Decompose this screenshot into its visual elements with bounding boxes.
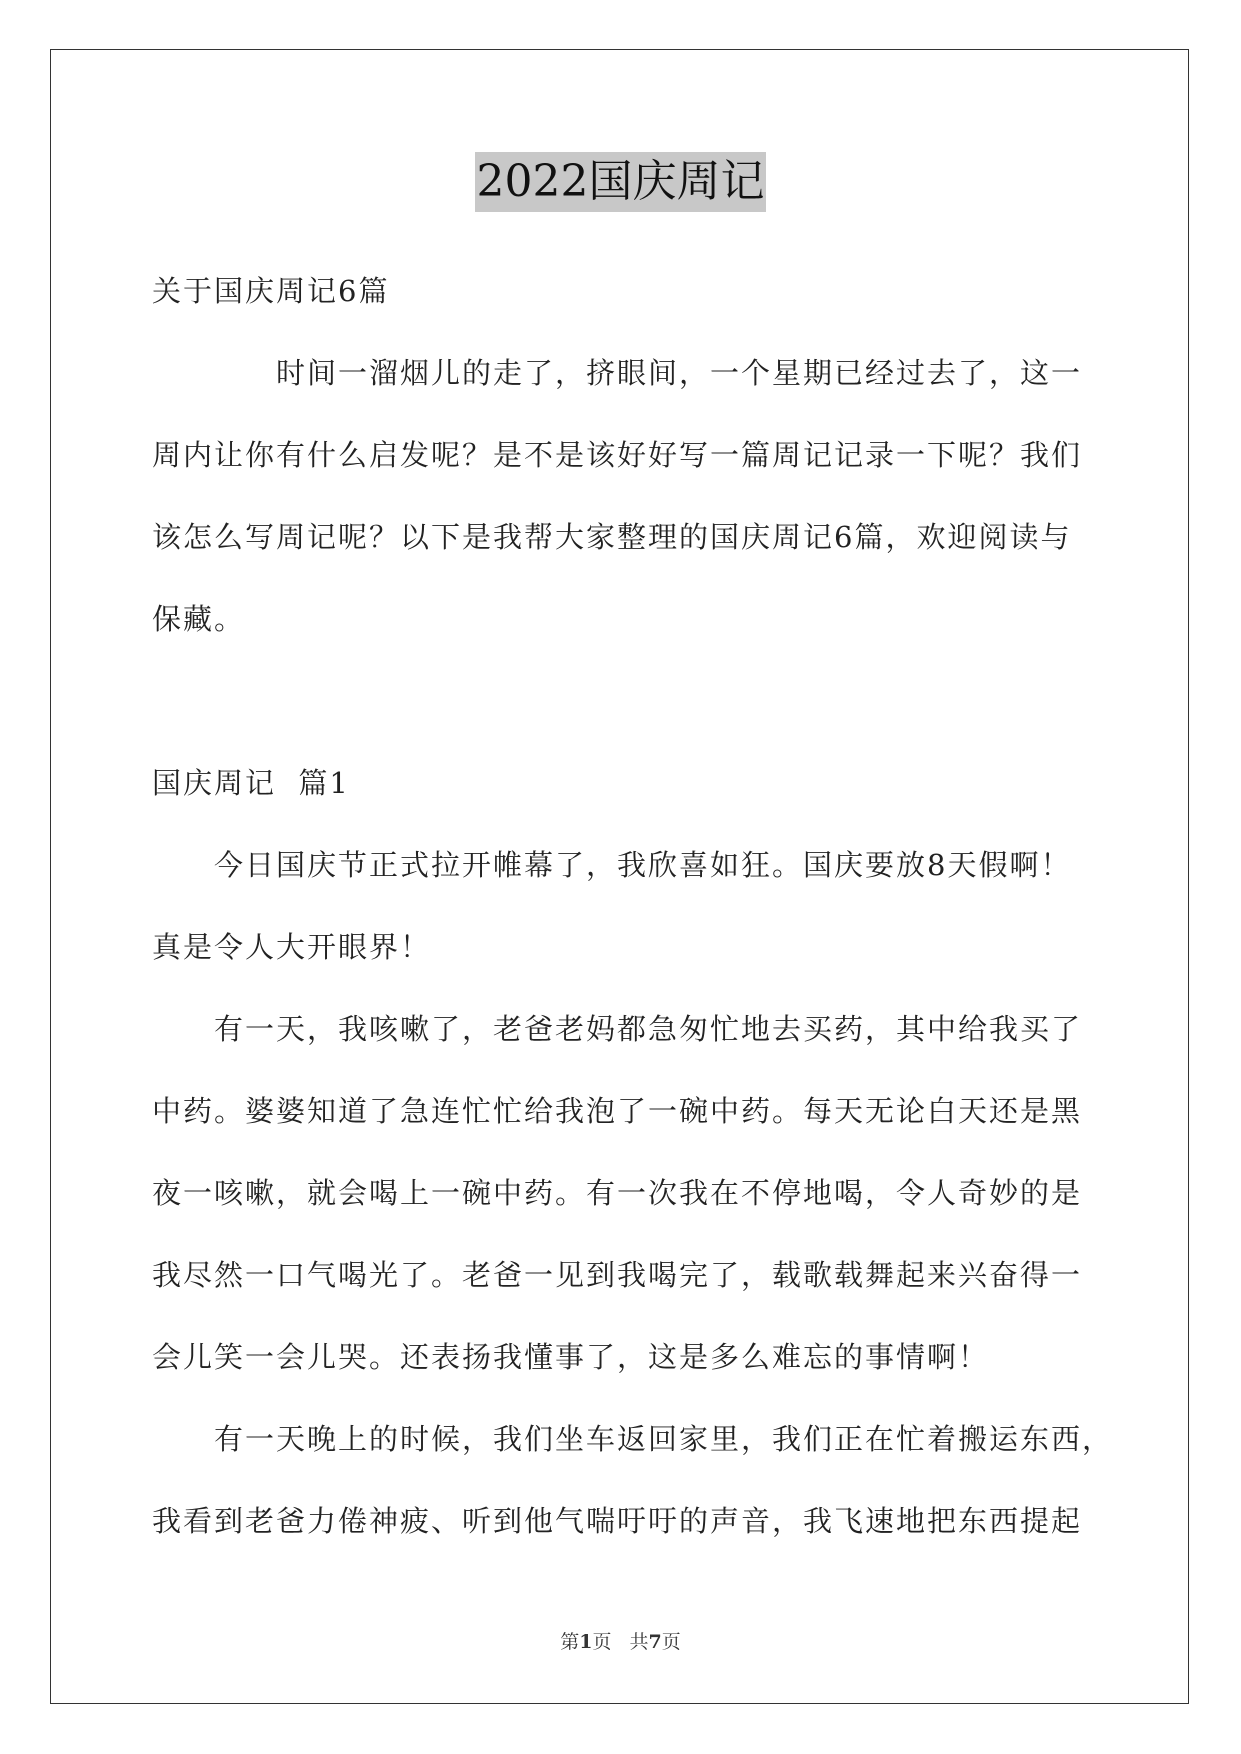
footer-page-prefix: 第 (560, 1631, 580, 1653)
paragraph-line: 今日国庆节正式拉开帷幕了，我欣喜如狂。国庆要放8天假啊！ (214, 848, 1072, 882)
page-footer (0, 1627, 1241, 1654)
paragraph-line: 中药。婆婆知道了急连忙忙给我泡了一碗中药。每天无论白天还是黑 (152, 1094, 1083, 1128)
footer-total-suffix: 页 (661, 1631, 681, 1653)
paragraph-line: 真是令人大开眼界！ (152, 930, 432, 964)
intro-line: 周内让你有什么启发呢？是不是该好好写一篇周记记录一下呢？我们 (152, 438, 1083, 472)
document-title: 2022国庆周记 (475, 152, 767, 212)
section-heading: 国庆周记 篇1 (152, 766, 350, 800)
document-subtitle: 关于国庆周记6篇 (152, 274, 390, 308)
document-body (152, 250, 1114, 1562)
footer-page-total: 7 (648, 1631, 662, 1653)
footer-page-mid: 页 (592, 1631, 612, 1653)
intro-line: 保藏。 (152, 602, 246, 636)
footer-page-current: 1 (579, 1631, 593, 1653)
footer-total-prefix: 共 (629, 1631, 649, 1653)
intro-line: 该怎么写周记呢？以下是我帮大家整理的国庆周记6篇，欢迎阅读与 (152, 520, 1072, 554)
paragraph-line: 有一天晚上的时候，我们坐车返回家里，我们正在忙着搬运东西， (214, 1422, 1114, 1456)
paragraph-line: 我尽然一口气喝光了。老爸一见到我喝完了，载歌载舞起来兴奋得一 (152, 1258, 1083, 1292)
paragraph-line: 会儿笑一会儿哭。还表扬我懂事了，这是多么难忘的事情啊！ (152, 1340, 990, 1374)
blank-line (152, 660, 1087, 742)
intro-line: 时间一溜烟儿的走了，挤眼间，一个星期已经过去了，这一 (276, 356, 1083, 390)
title-container (0, 152, 1241, 212)
paragraph-line: 有一天，我咳嗽了，老爸老妈都急匆忙地去买药，其中给我买了 (214, 1012, 1083, 1046)
paragraph-line: 夜一咳嗽，就会喝上一碗中药。有一次我在不停地喝，令人奇妙的是 (152, 1176, 1083, 1210)
paragraph-line: 我看到老爸力倦神疲、听到他气喘吁吁的声音，我飞速地把东西提起 (152, 1504, 1083, 1538)
